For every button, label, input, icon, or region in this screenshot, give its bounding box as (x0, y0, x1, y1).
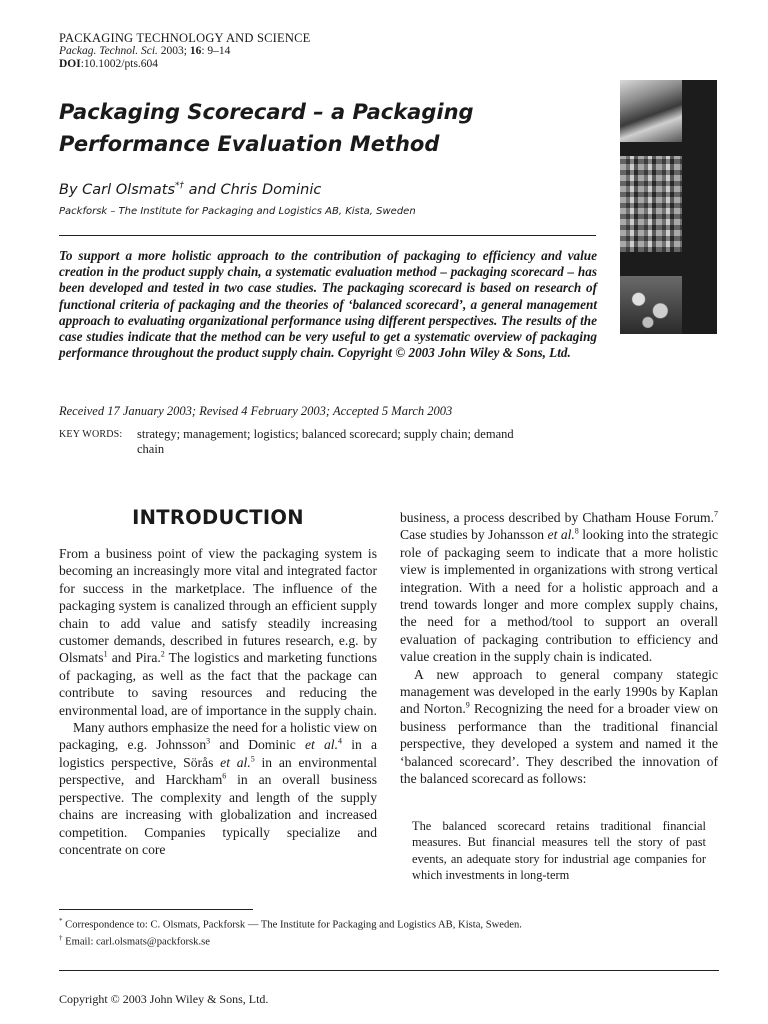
block-quote: The balanced scorecard retains traditional financial measures. But financial measures tell the story of past events, an adequate story for industrial age companies for which investments in long-term (412, 819, 706, 882)
footnote-divider (59, 909, 253, 910)
reference-3[interactable]: 3 (206, 736, 211, 746)
paragraph-4 (400, 666, 718, 788)
received-dates: Received 17 January 2003; Revised 4 February 2003; Accepted 5 March 2003 (59, 404, 453, 418)
body-column-left (59, 545, 377, 858)
citation-journal: Packag. Technol. Sci. (59, 45, 158, 57)
abstract: To support a more holistic approach to the contribution of packaging to efficiency and value creation in the product supply chain, a systematic evaluation method – packaging scorecard – has been developed and tested in two case studies. The packaging scorecard is based on research of functional criteria of packaging and the theories of ‘balanced scorecard’, a general management approach to evaluating organizational performance using different perspectives. The results of the case studies indicate that the method can be very useful to get a systematic overview of packaging performance throughout the product supply chain. Copyright © 2003 John Wiley & Sons, Ltd. (59, 248, 597, 361)
copyright-notice: Copyright © 2003 John Wiley & Sons, Ltd. (59, 992, 269, 1006)
footer-divider (59, 970, 719, 971)
byline-suffix: and Chris Dominic (184, 181, 322, 198)
citation-line (59, 45, 579, 58)
reference-1[interactable]: 1 (103, 649, 108, 659)
packaging-photo-bottom (620, 276, 682, 334)
keywords-label: KEY WORDS: (59, 429, 123, 440)
citation-volume: 16 (189, 45, 202, 57)
reference-9[interactable]: 9 (465, 700, 470, 710)
cover-photo-strip (620, 80, 717, 334)
paragraph-3 (400, 509, 718, 666)
keywords-list: strategy; management; logistics; balanced scorecard; supply chain; demand chain (137, 427, 514, 456)
citation-year: 2003; (160, 45, 187, 57)
footnote-text: Correspondence to: C. Olsmats, Packforsk — The Institute for Packaging and Logistics AB, Kista, Sweden. (62, 919, 522, 931)
citation-pages: : 9–14 (201, 45, 231, 57)
reference-6[interactable]: 6 (222, 771, 227, 781)
paragraph-2 (59, 719, 377, 858)
reference-5[interactable]: 5 (250, 754, 255, 764)
warehouse-photo (620, 156, 682, 252)
journal-header (59, 31, 579, 71)
affiliation: Packforsk – The Institute for Packaging and Logistics AB, Kista, Sweden (59, 206, 416, 217)
text-run: in an environmental perspective, and Harckham (59, 754, 378, 788)
reference-2[interactable]: 2 (160, 649, 165, 659)
packaging-photo-top (620, 80, 682, 142)
et-al: et al. (547, 527, 575, 543)
et-al: et al. (304, 737, 338, 753)
footnote-email (59, 932, 719, 949)
paragraph-1 (59, 545, 377, 719)
doi-value: :10.1002/pts.604 (80, 58, 159, 70)
text-run: Case studies by Johansson (400, 527, 548, 543)
footnotes (59, 915, 719, 949)
text-run: The logistics and marketing functions of packaging, as well as the fact that the package can contribute to saving resources and reducing the environmental load, are of importance in the supply chain. (59, 650, 377, 718)
author-footnote-marks: *† (175, 181, 184, 191)
article-title: Packaging Scorecard – a Packaging Performance Evaluation Method (59, 100, 474, 156)
text-run: Recognizing the need for a broader view on business performance than the traditional financial perspective, they developed a system and named it the ‘balanced scorecard’. They described the innovation of the balanced scorecard as follows: (400, 701, 719, 787)
title-divider (59, 235, 596, 236)
text-run: looking into the strategic role of packaging seem to indicate that a more holistic view is implemented in organizations with strong vertical integration. With a need for a holistic approach and a trend towards longer and more complex supply chains, the need for a method/tool to support an overall evaluation of packaging contribution to efficiency and value creation in the supply chain is indicated. (400, 527, 718, 665)
text-run: in an overall business perspective. The complexity and length of the supply chains are increasing with globalization and increased competition. Companies typically specialize and concentrate on core (59, 772, 377, 857)
footnote-correspondence (59, 915, 719, 932)
text-run: business, a process described by Chatham House Forum. (400, 510, 714, 525)
byline-prefix: By Carl Olsmats (59, 181, 175, 198)
text-run: Many authors emphasize the need for a holistic view on packaging, e.g. Johnsson (59, 720, 377, 753)
footnote-mark: † (59, 934, 63, 943)
reference-4[interactable]: 4 (337, 736, 342, 746)
footnote-mark: * (59, 917, 63, 925)
reference-8[interactable]: 8 (574, 526, 579, 536)
body-column-right (400, 509, 718, 788)
doi-line (59, 58, 579, 71)
reference-7[interactable]: 7 (714, 509, 718, 519)
footnote-text[interactable]: Email: carl.olsmats@packforsk.se (62, 936, 210, 948)
text-run: and Pira. (107, 650, 161, 666)
section-heading-introduction: INTRODUCTION (132, 506, 304, 529)
author-byline (59, 176, 321, 200)
doi-label: DOI (59, 58, 81, 70)
et-al: et al. (220, 754, 251, 770)
journal-name: PACKAGING TECHNOLOGY AND SCIENCE (59, 31, 311, 45)
text-run: A new approach to general company stategic management was developed in the early 1990s by Kaplan and Norton. (400, 666, 718, 717)
text-run: and Dominic (210, 737, 305, 753)
text-run: From a business point of view the packaging system is becoming an increasingly more vital and integrated factor for success in the marketplace. The influence of the packaging system is canalized through an efficient supply chain to add value and satisfy steadily increasing customer demands, described in futures research, e.g. by Olsmats (59, 546, 377, 666)
text-run: in a logistics perspective, Sörås (59, 737, 378, 770)
